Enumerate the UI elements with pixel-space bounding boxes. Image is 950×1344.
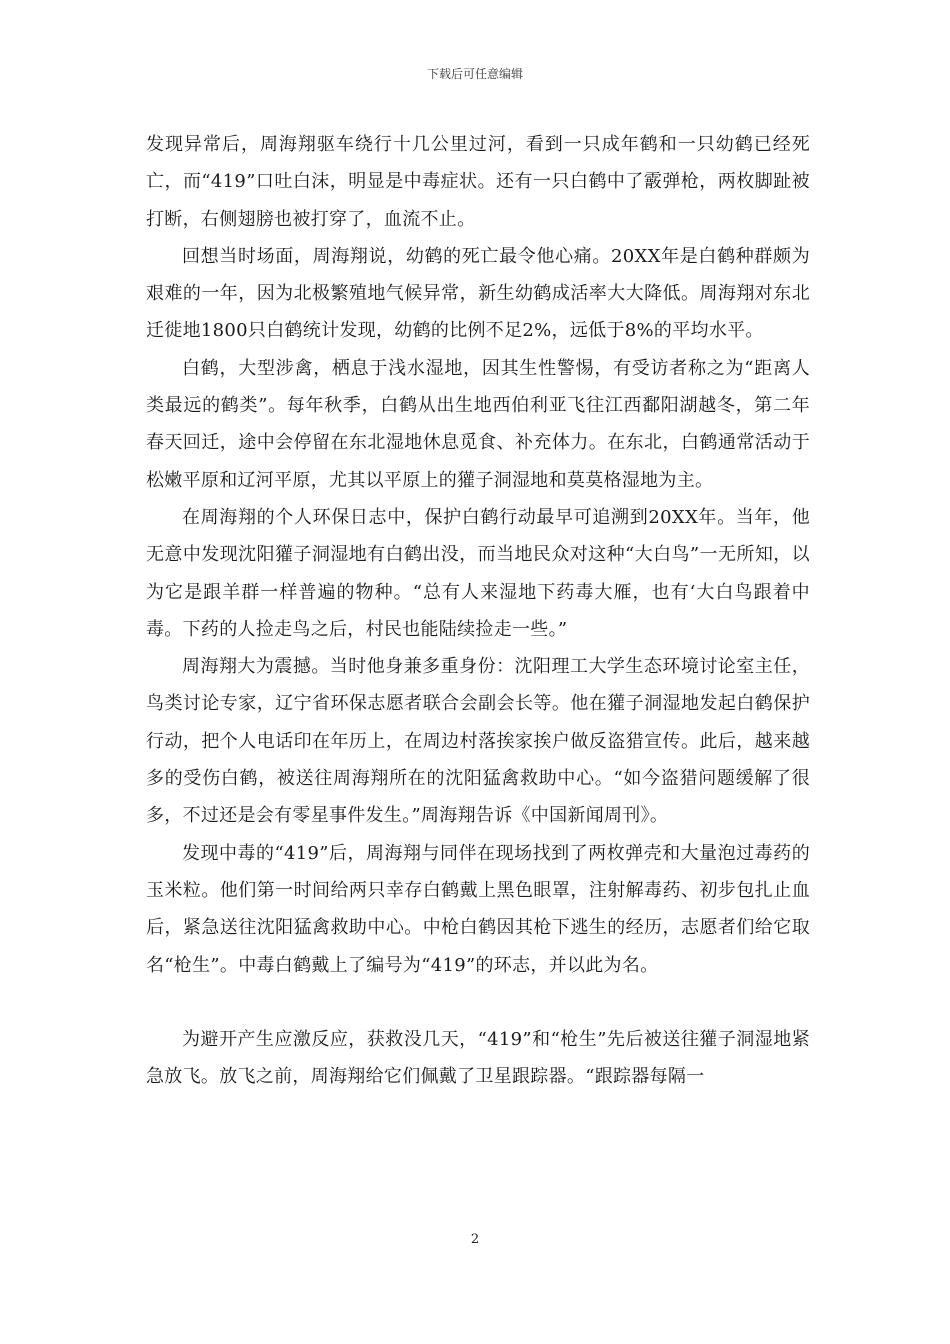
paragraph: 在周海翔的个人环保日志中，保护白鹤行动最早可追溯到20XX年。当年，他无意中发现沈阳獾子洞湿地有白鹤出没，而当地民众对这种“大白鸟”一无所知，以为它是跟羊群一样普遍的物种。“总有人来湿地下药毒大雁，也有‘大白鸟跟着中毒。下药的人捡走鸟之后，村民也能陆续捡走一些。”	[146, 506, 810, 640]
page-header: 下载后可任意编辑	[426, 67, 523, 81]
paragraph: 周海翔大为震撼。当时他身兼多重身份：沈阳理工大学生态环境讨论室主任，鸟类讨论专家，辽宁省环保志愿者联合会副会长等。他在獾子洞湿地发起白鹤保护行动，把个人电话印在年历上，在周边村落挨家挨户做反盗猎宣传。此后，越来越多的受伤白鹤，被送往周海翔所在的沈阳猛禽救助中心。“如今盗猎问题缓解了很多，不过还是会有零星事件发生。”周海翔告诉《中国新闻周刊》。	[146, 656, 810, 827]
paragraph: 回想当时场面，周海翔说，幼鹤的死亡最令他心痛。20XX年是白鹤种群颇为艰难的一年，因为北极繁殖地气候异常，新生幼鹤成活率大大降低。周海翔对东北迁徙地1800只白鹤统计发现，幼鹤的比例不足2%，远低于8%的平均水平。	[146, 245, 810, 342]
paragraph: 为避开产生应激反应，获救没几天，“419”和“枪生”先后被送往獾子洞湿地紧急放飞。放飞之前，周海翔给它们佩戴了卫星跟踪器。“跟踪器每隔一	[146, 1028, 810, 1088]
paragraph: 发现中毒的“419”后，周海翔与同伴在现场找到了两枚弹壳和大量泡过毒药的玉米粒。他们第一时间给两只幸存白鹤戴上黑色眼罩，注射解毒药、初步包扎止血后，紧急送往沈阳猛禽救助中心。中枪白鹤因其枪下逃生的经历，志愿者们给它取名“枪生”。中毒白鹤戴上了编号为“419”的环志，并以此为名。	[146, 842, 810, 976]
paragraph: 白鹤，大型涉禽，栖息于浅水湿地，因其生性警惕，有受访者称之为“距离人类最远的鹤类”。每年秋季，白鹤从出生地西伯利亚飞往江西鄱阳湖越冬，第二年春天回迁，途中会停留在东北湿地休息觅食、补充体力。在东北，白鹤通常活动于松嫩平原和辽河平原，尤其以平原上的獾子洞湿地和莫莫格湿地为主。	[146, 357, 810, 491]
document-body	[146, 126, 810, 1095]
page-number: 2	[470, 1232, 480, 1247]
paragraph: 发现异常后，周海翔驱车绕行十几公里过河，看到一只成年鹤和一只幼鹤已经死亡，而“419”口吐白沫，明显是中毒症状。还有一只白鹤中了霰弹枪，两枚脚趾被打断，右侧翅膀也被打穿了，血流不止。	[146, 134, 810, 230]
